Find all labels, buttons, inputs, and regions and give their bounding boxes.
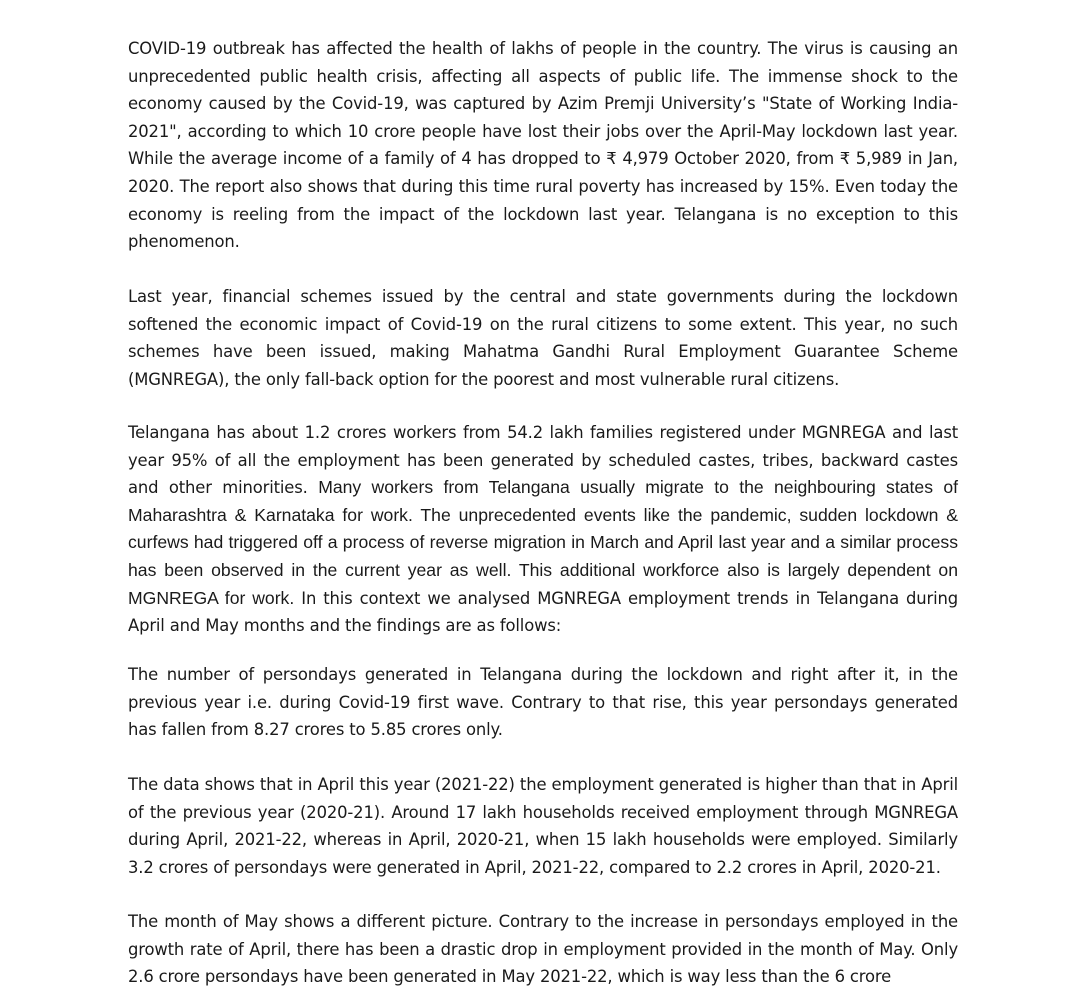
paragraph-persondays-fall: The number of persondays generated in Telangana during the lockdown and right after it, in the previous year i.e. during Covid-19 first wave. Contrary to that rise, this year persondays generated has fallen from 8.27 crores to 5.85 crores only.	[128, 665, 958, 740]
paragraph-telangana-workers	[128, 419, 958, 640]
paragraph-reverse-migration: Many workers from Telangana usually migrate to the neighbouring states of Maharashtra & Karnataka for work. The unprecedented events like the pandemic, sudden lockdown & curfews had triggered off a process of reverse migration in March and April last year and a similar process has been observed in the current year as well. This additional workforce also is largely dependent on MGNREGA for work.	[128, 477, 958, 608]
paragraph-workers-registration: Telangana has about 1.2 crores workers from 54.2 lakh families registered under MGNREGA and last year 95% of all the employment has been generated by scheduled castes, tribes, backward castes and other minorities.	[128, 423, 958, 498]
paragraph-analysis-context: In this context we analysed MGNREGA employment trends in Telangana during April and May months and the findings are as follows:	[128, 588, 959, 636]
paragraph-april-data: The data shows that in April this year (2021-22) the employment generated is higher than that in April of the previous year (2020-21). Around 17 lakh households received employment through MGNREGA during April, 2021-22, whereas in April, 2020-21, when 15 lakh households were employed. Similarly 3.2 crores of persondays were generated in April, 2021-22, compared to 2.2 crores in April, 2020-21.	[128, 775, 958, 877]
paragraph-covid-impact: COVID-19 outbreak has affected the health of lakhs of people in the country. The virus is causing an unprecedented public health crisis, affecting all aspects of public life. The immense shock to the economy caused by the Covid-19, was captured by Azim Premji University’s "State of Working India-2021", according to which 10 crore people have lost their jobs over the April-May lockdown last year. While the average income of a family of 4 has dropped to ₹ 4,979 October 2020, from ₹ 5,989 in Jan, 2020. The report also shows that during this time rural poverty has increased by 15%. Even today the economy is reeling from the impact of the lockdown last year. Telangana is no exception to this phenomenon.	[128, 39, 958, 252]
paragraph-financial-schemes: Last year, financial schemes issued by the central and state governments during the lockdown softened the economic impact of Covid-19 on the rural citizens to some extent. This year, no such schemes have been issued, making Mahatma Gandhi Rural Employment Guarantee Scheme (MGNREGA), the only fall-back option for the poorest and most vulnerable rural citizens.	[128, 287, 958, 389]
paragraph-may-data: The month of May shows a different picture. Contrary to the increase in persondays employed in the growth rate of April, there has been a drastic drop in employment provided in the month of May. Only 2.6 crore persondays have been generated in May 2021-22, which is way less than the 6 crore	[128, 912, 958, 987]
